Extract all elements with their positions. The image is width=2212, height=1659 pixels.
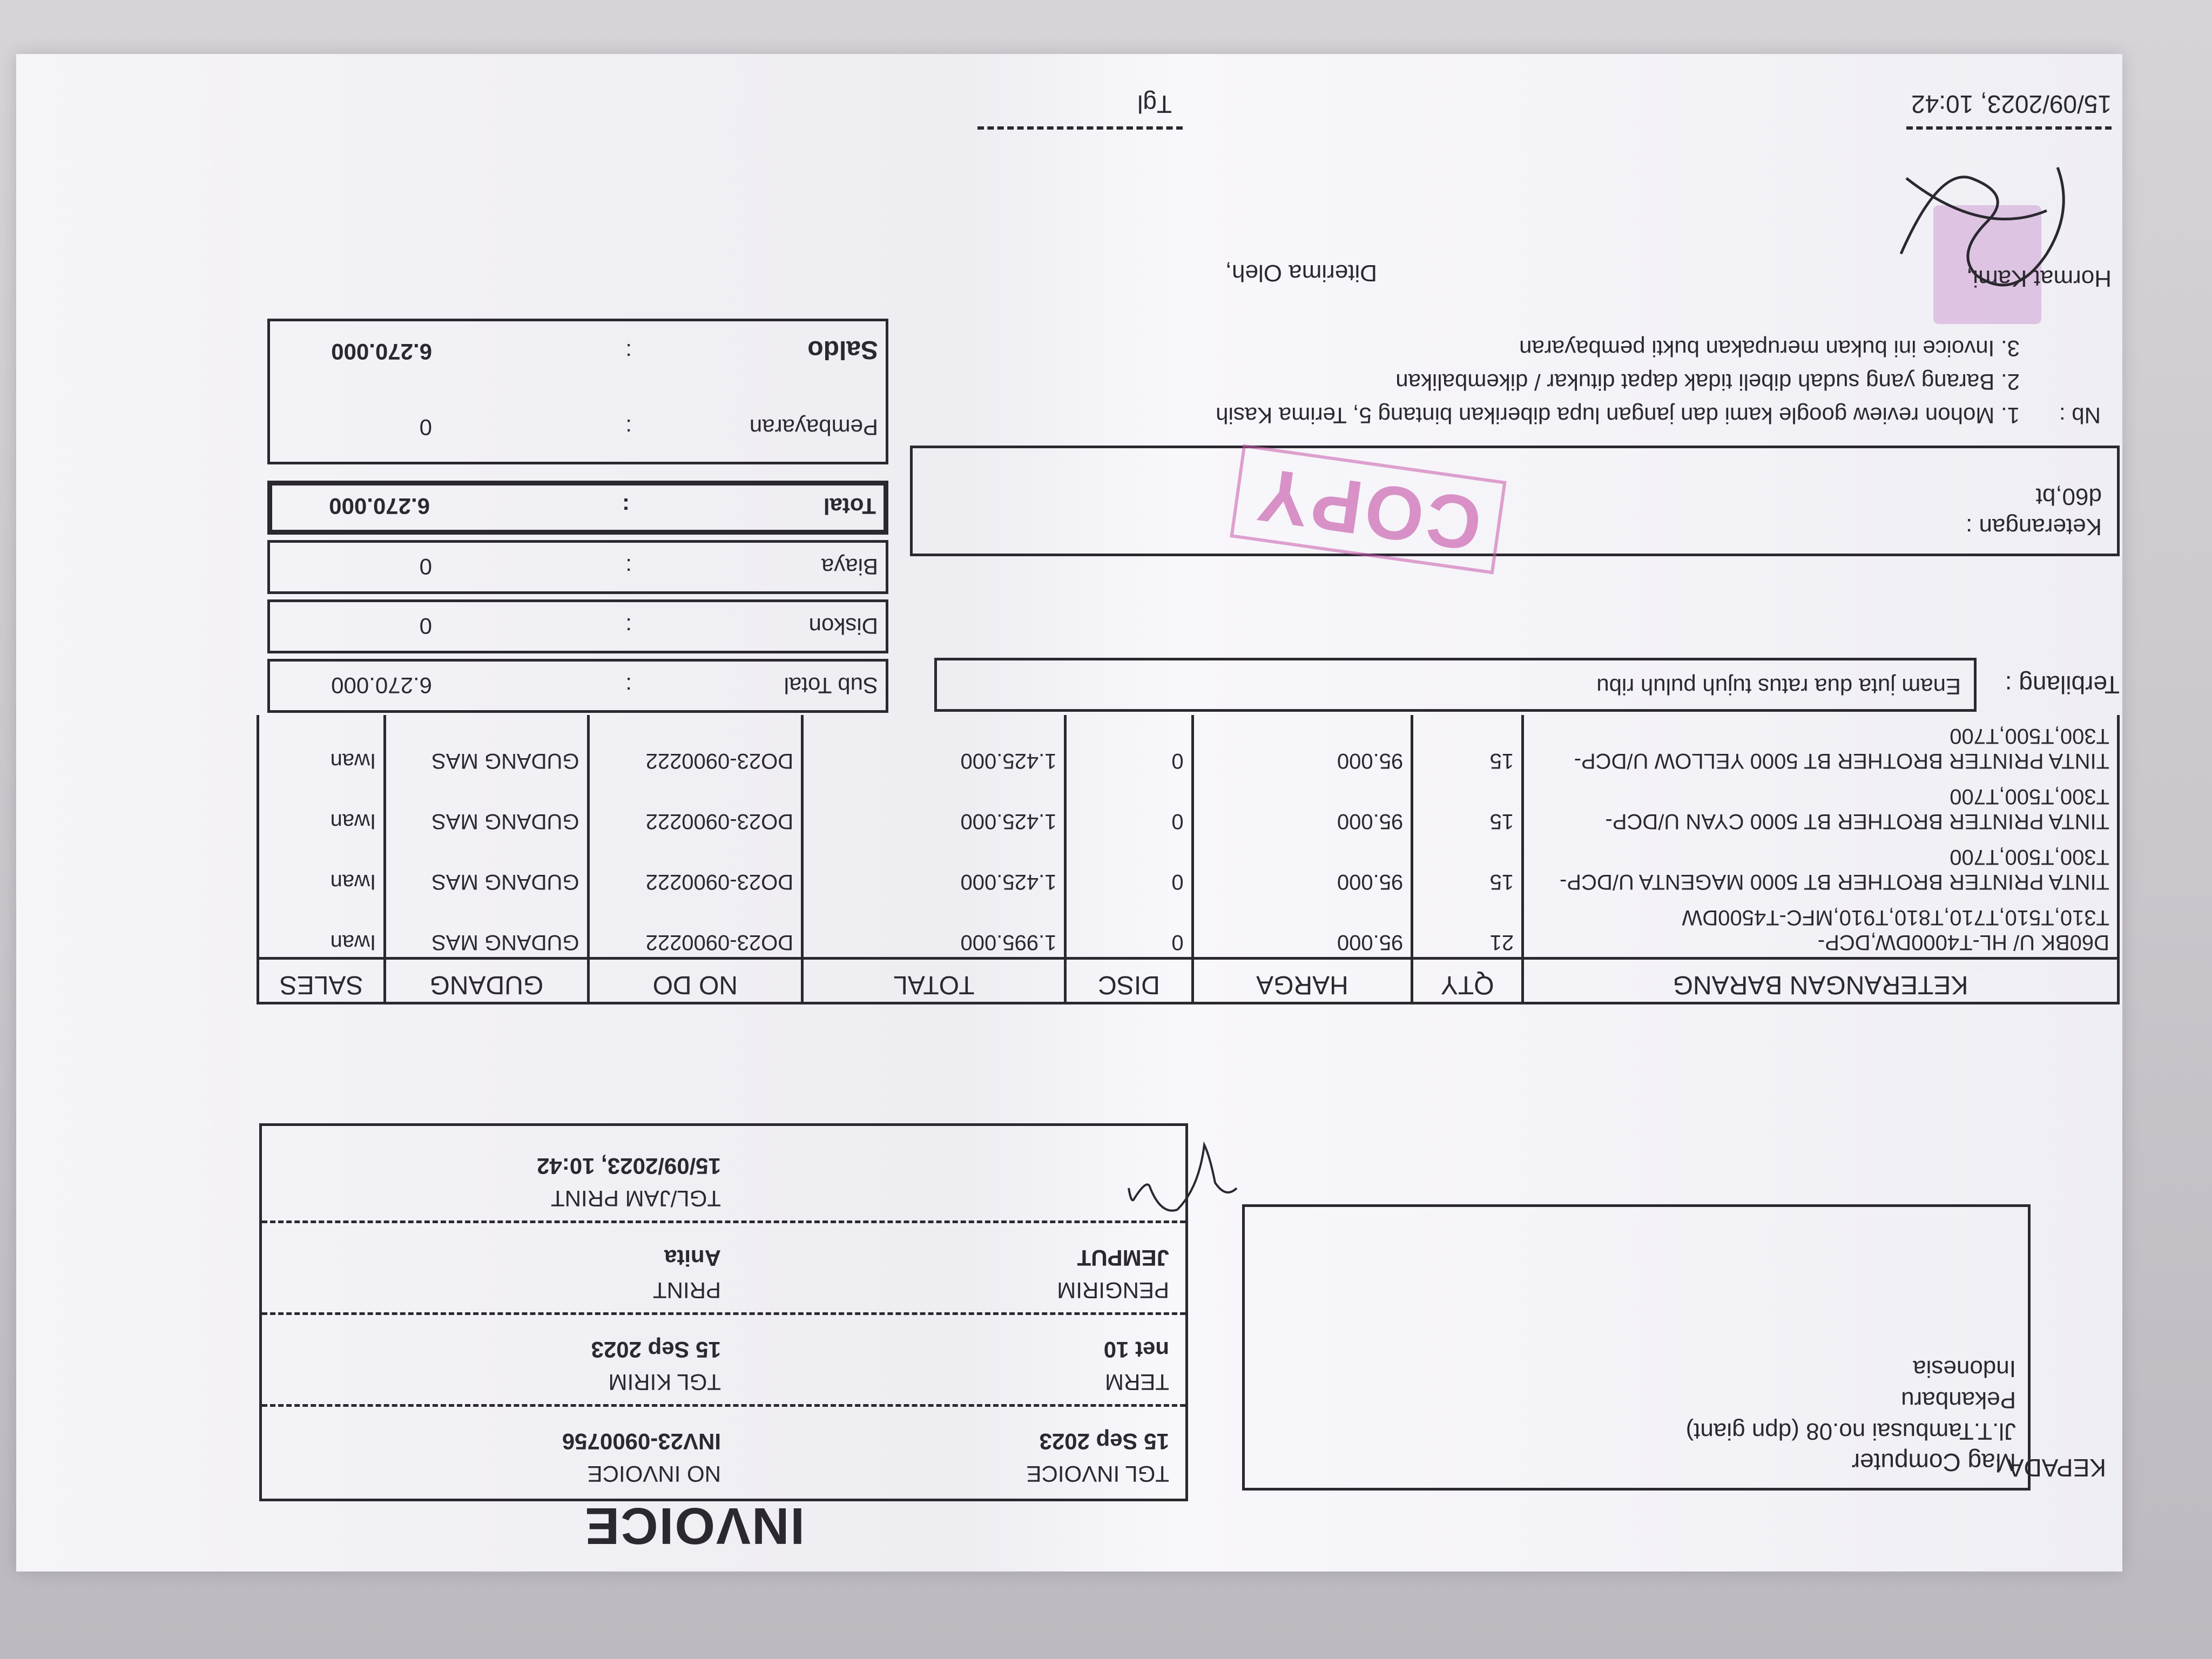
keterangan-label: Keterangan : <box>1966 514 2102 540</box>
cell-harga: 95.000 <box>1192 715 1412 775</box>
pengirim-value: JEMPUT <box>1077 1245 1169 1271</box>
cell-no-do: DO23-0900222 <box>588 896 802 959</box>
header-harga: HARGA <box>1192 959 1412 1003</box>
biaya-value: 0 <box>419 554 432 579</box>
cell-no-do: DO23-0900222 <box>588 775 802 836</box>
sub-total-value: 6.270.000 <box>331 673 432 698</box>
diterima-oleh-label: Diterima Oleh, <box>1225 260 1377 286</box>
cell-no-do: DO23-0900222 <box>588 715 802 775</box>
terbilang-box <box>934 658 1977 712</box>
total-label: Total <box>823 494 876 519</box>
terbilang-label: Terbilang : <box>2005 671 2120 699</box>
items-table <box>257 715 2120 1004</box>
keterangan-box <box>910 446 2120 556</box>
table-row <box>258 896 2119 959</box>
biaya-label: Biaya <box>821 554 878 579</box>
cell-harga: 95.000 <box>1192 896 1412 959</box>
copy-stamp: COPY <box>1230 444 1507 575</box>
divider <box>262 1220 1185 1223</box>
colon: : <box>622 494 630 519</box>
print-label: PRINT <box>653 1278 721 1303</box>
diskon-label: Diskon <box>808 613 878 639</box>
table-row <box>258 715 2119 775</box>
cell-qty: 15 <box>1412 836 1523 896</box>
cell-desc: TINTA PRINTER BROTHER BT 5000 CYAN U/DCP-T300,T500,T700 <box>1523 775 2119 836</box>
pembayaran-label: Pembayaran <box>749 415 878 440</box>
tgl-jam-print-label: TGL/JAM PRINT <box>550 1186 721 1211</box>
cell-total: 1.995.000 <box>802 896 1065 959</box>
tgl-jam-print-value: 15/09/2023, 10:42 <box>537 1154 721 1179</box>
term-value: net 10 <box>1103 1337 1169 1363</box>
cell-gudang: GUDANG MAS <box>385 836 588 896</box>
cell-total: 1.425.000 <box>802 836 1065 896</box>
total-value: 6.270.000 <box>329 494 430 519</box>
address-line: Jl.T.Tambusai no.08 (dpn giant) <box>1685 1418 2016 1445</box>
address-line: Pekanbaru <box>1901 1387 2016 1413</box>
tgl-label: Tgl <box>1137 90 1172 118</box>
tgl-kirim-value: 15 Sep 2023 <box>591 1337 721 1363</box>
cell-disc: 0 <box>1065 715 1192 775</box>
invoice-title: INVOICE <box>584 1497 805 1555</box>
cell-total: 1.425.000 <box>802 775 1065 836</box>
cell-gudang: GUDANG MAS <box>385 896 588 959</box>
cell-sales: Iwan <box>258 836 385 896</box>
saldo-value: 6.270.000 <box>331 339 432 365</box>
printed-datetime: 15/09/2023, 10:42 <box>1911 90 2112 118</box>
pembayaran-value: 0 <box>419 415 432 440</box>
note-item: 1. Mohon review google kami dan jangan lupa diberikan bintang 5, Terima Kasih <box>1216 403 2020 428</box>
term-label: TERM <box>1105 1370 1169 1395</box>
terbilang-value: Enam juta dua ratus tujuh puluh ribu <box>1596 674 1961 699</box>
header-sales: SALES <box>258 959 385 1003</box>
cell-qty: 15 <box>1412 775 1523 836</box>
colon: : <box>625 339 632 365</box>
cell-qty: 21 <box>1412 896 1523 959</box>
colon: : <box>625 554 632 579</box>
date-line <box>1906 126 2112 130</box>
diskon-value: 0 <box>419 613 432 639</box>
cell-desc: D60BK U/ HL-T4000DW,DCP-T310,T510,T710,T810,T910,MFC-T4500DW <box>1523 896 2119 959</box>
cell-desc: TINTA PRINTER BROTHER BT 5000 MAGENTA U/DCP-T300,T500,T700 <box>1523 836 2119 896</box>
cell-sales: Iwan <box>258 896 385 959</box>
tgl-invoice-value: 15 Sep 2023 <box>1039 1429 1169 1454</box>
cell-disc: 0 <box>1065 836 1192 896</box>
note-item: 2. Barang yang sudah dibeli tidak dapat ditukar / dikembalikan <box>1395 369 2020 395</box>
cell-no-do: DO23-0900222 <box>588 836 802 896</box>
print-by-value: Anita <box>664 1245 721 1271</box>
invoice-meta-box <box>259 1123 1188 1501</box>
no-invoice-label: NO INVOICE <box>587 1461 721 1487</box>
cell-disc: 0 <box>1065 775 1192 836</box>
table-header-row <box>258 959 2119 1003</box>
divider <box>262 1312 1185 1315</box>
header-no-do: NO DO <box>588 959 802 1003</box>
cell-disc: 0 <box>1065 896 1192 959</box>
invoice-paper <box>16 54 2122 1572</box>
cell-qty: 15 <box>1412 715 1523 775</box>
cell-sales: Iwan <box>258 775 385 836</box>
signature-line <box>977 126 1183 130</box>
tgl-invoice-label: TGL INVOICE <box>1026 1461 1169 1487</box>
tgl-kirim-label: TGL KIRIM <box>608 1370 721 1395</box>
no-invoice-value: INV23-0900756 <box>562 1429 721 1454</box>
cell-gudang: GUDANG MAS <box>385 715 588 775</box>
cell-gudang: GUDANG MAS <box>385 775 588 836</box>
header-qty: QTY <box>1412 959 1523 1003</box>
cell-desc: TINTA PRINTER BROTHER BT 5000 YELLOW U/DCP-T300,T500,T700 <box>1523 715 2119 775</box>
header-disc: DISC <box>1065 959 1192 1003</box>
customer-address-box <box>1242 1204 2031 1491</box>
table-row <box>258 775 2119 836</box>
table-row <box>258 836 2119 896</box>
notes-block <box>1216 332 2101 432</box>
cell-total: 1.425.000 <box>802 715 1065 775</box>
note-item: 3. Invoice ini bukan merupakan bukti pembayaran <box>1519 336 2020 361</box>
pengirim-label: PENGIRIM <box>1057 1278 1169 1303</box>
header-total: TOTAL <box>802 959 1065 1003</box>
sub-total-label: Sub Total <box>784 673 878 698</box>
divider <box>262 1404 1185 1407</box>
keterangan-value: d60,bt <box>2035 483 2102 510</box>
cell-harga: 95.000 <box>1192 836 1412 896</box>
cell-harga: 95.000 <box>1192 775 1412 836</box>
customer-name: Mag Computer <box>1851 1448 2016 1476</box>
cell-sales: Iwan <box>258 715 385 775</box>
saldo-label: Saldo <box>807 335 878 364</box>
hormat-kami-label: Hormat Kami, <box>1966 265 2112 292</box>
header-gudang: GUDANG <box>385 959 588 1003</box>
kepada-label: KEPADA : <box>1994 1454 2106 1482</box>
notes-label: Nb : <box>2059 403 2101 428</box>
header-keterangan: KETERANGAN BARANG <box>1523 959 2119 1003</box>
colon: : <box>625 673 632 698</box>
address-line: Indonesia <box>1913 1355 2016 1382</box>
colon: : <box>625 415 632 440</box>
colon: : <box>625 613 632 639</box>
signature-icon <box>1885 157 2079 319</box>
